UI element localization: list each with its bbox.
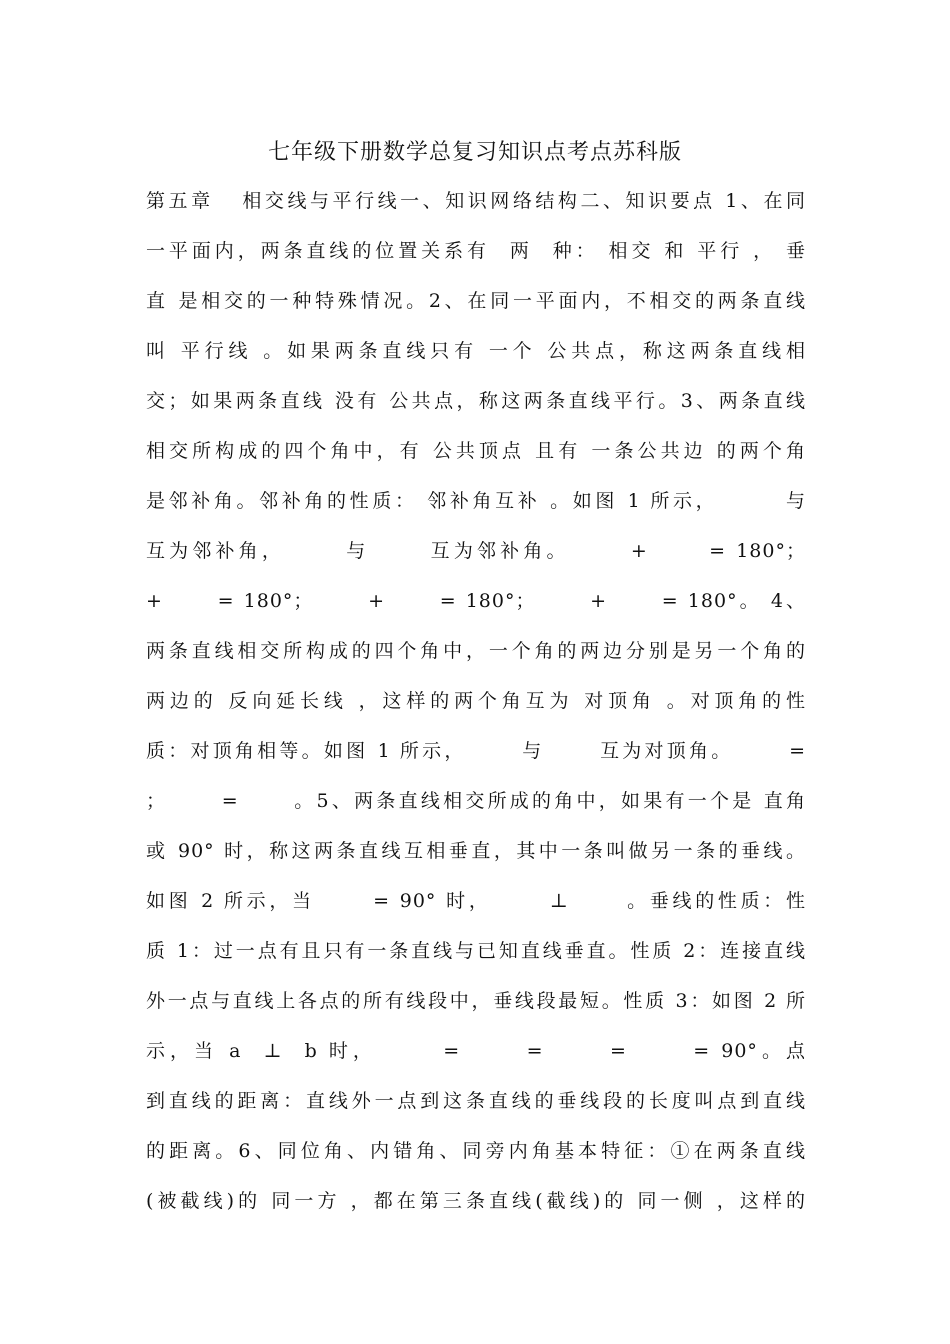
- body-line: 示，当 a ⊥ b 时， = = = = 90°。点: [146, 1040, 806, 1062]
- body-line: 或 90° 时，称这两条直线互相垂直，其中一条叫做另一条的垂线。: [146, 840, 806, 862]
- body-line: (被截线)的 同一方 ，都在第三条直线(截线)的 同一侧 ，这样的: [146, 1190, 806, 1212]
- body-line: 第五章 相交线与平行线一、知识网络结构二、知识要点 1、在同: [146, 190, 806, 212]
- document-title: 七年级下册数学总复习知识点考点苏科版: [267, 140, 682, 165]
- body-line: 一平面内，两条直线的位置关系有 两 种： 相交 和 平行 ， 垂: [146, 240, 806, 262]
- body-line: 相交所构成的四个角中，有 公共顶点 且有 一条公共边 的两个角: [146, 440, 806, 462]
- body-line: 互为邻补角， 与 互为邻补角。 + = 180°；: [146, 540, 806, 562]
- body-line: 如图 2 所示，当 = 90° 时， ⊥ 。垂线的性质：性: [146, 890, 806, 912]
- body-line: 两条直线相交所构成的四个角中，一个角的两边分别是另一个角的: [146, 640, 806, 662]
- body-line: 到直线的距离：直线外一点到这条直线的垂线段的长度叫点到直线: [146, 1090, 806, 1112]
- body-line: 是邻补角。邻补角的性质： 邻补角互补 。如图 1 所示， 与: [146, 490, 806, 512]
- body-line: 质：对顶角相等。如图 1 所示， 与 互为对顶角。 =: [146, 740, 806, 762]
- body-line: 两边的 反向延长线 ，这样的两个角互为 对顶角 。对顶角的性: [146, 690, 806, 712]
- body-line: ； = 。5、两条直线相交所成的角中，如果有一个是 直角: [146, 790, 806, 812]
- body-line: + = 180°； + = 180°； + = 180°。 4、: [146, 590, 806, 612]
- body-line: 外一点与直线上各点的所有线段中，垂线段最短。性质 3：如图 2 所: [146, 990, 806, 1012]
- body-line: 的距离。6、同位角、内错角、同旁内角基本特征：①在两条直线: [146, 1140, 806, 1162]
- body-line: 直 是相交的一种特殊情况。2、在同一平面内，不相交的两条直线: [146, 290, 806, 312]
- body-line: 叫 平行线 。如果两条直线只有 一个 公共点，称这两条直线相: [146, 340, 806, 362]
- body-line: 质 1：过一点有且只有一条直线与已知直线垂直。性质 2：连接直线: [146, 940, 806, 962]
- body-line: 交；如果两条直线 没有 公共点，称这两条直线平行。3、两条直线: [146, 390, 806, 412]
